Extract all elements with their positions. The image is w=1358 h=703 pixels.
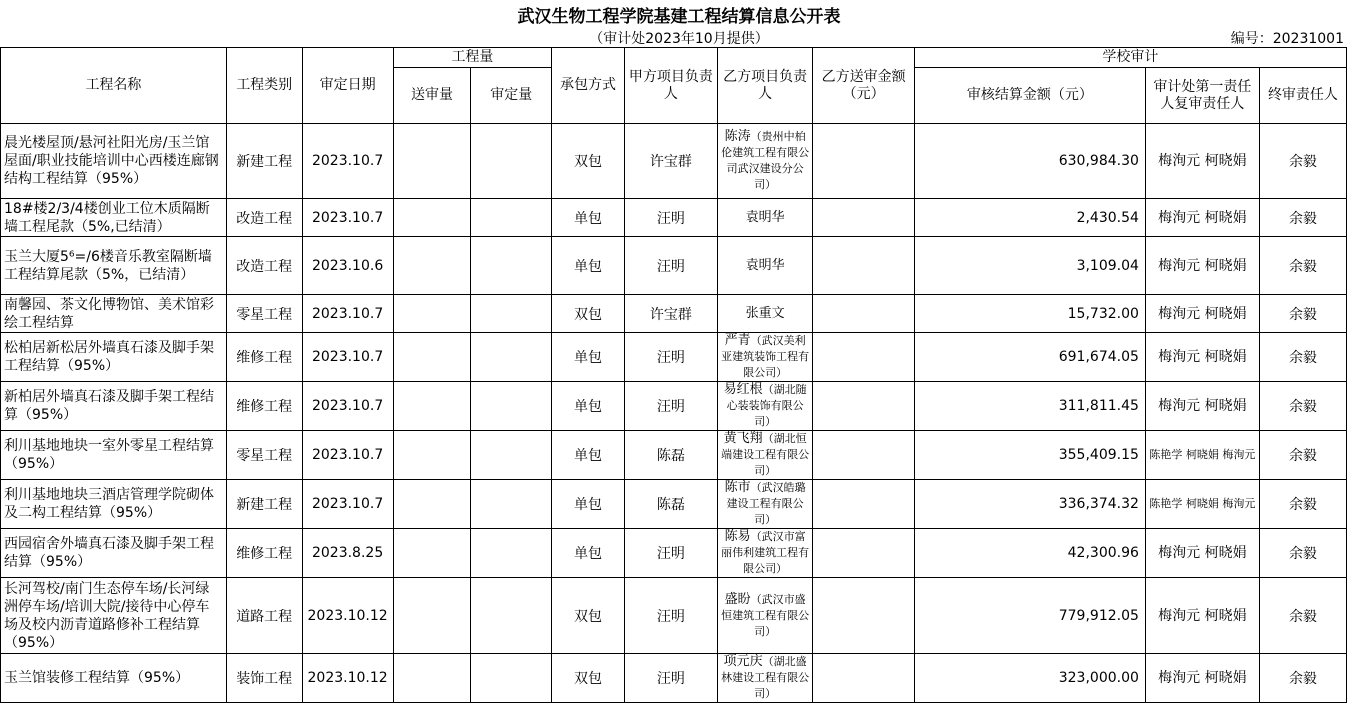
header-date: 审定日期 (302, 48, 393, 124)
cell-final-reviewer: 余毅 (1259, 654, 1346, 703)
cell-party-a: 汪明 (624, 578, 717, 654)
party-b-name: 陈易 (724, 529, 751, 544)
cell-final-reviewer: 余毅 (1259, 382, 1346, 431)
cell-contract: 单包 (552, 382, 625, 431)
settlement-table (0, 47, 1347, 703)
cell-qty-approved (471, 237, 552, 295)
header-audited-amount: 审核结算金额（元） (914, 68, 1145, 124)
cell-qty-sent (393, 382, 471, 431)
cell-project-name: 松柏居新松居外墙真石漆及脚手架工程结算（95%） (1, 333, 227, 382)
table-row (1, 578, 1347, 654)
cell-party-b (717, 237, 812, 295)
cell-final-reviewer: 余毅 (1259, 333, 1346, 382)
cell-contract: 单包 (552, 199, 625, 237)
cell-qty-sent (393, 654, 471, 703)
cell-project-name: 利川基地地块三酒店管理学院砌体及二构工程结算（95%） (1, 480, 227, 529)
cell-audited-amount: 3,109.04 (914, 237, 1145, 295)
cell-project-name: 玉兰馆装修工程结算（95%） (1, 654, 227, 703)
table-row (1, 480, 1347, 529)
cell-audited-amount: 311,811.45 (914, 382, 1145, 431)
cell-qty-sent (393, 124, 471, 199)
header-name: 工程名称 (1, 48, 227, 124)
cell-project-type: 维修工程 (226, 333, 302, 382)
cell-party-a: 汪明 (624, 529, 717, 578)
party-b-name: 黄飞翔 (723, 431, 763, 446)
cell-submitted-amount (813, 431, 915, 480)
cell-project-name: 长河驾校/南门生态停车场/长河绿洲停车场/培训大院/接待中心停车场及校内沥青道路修补工程结算（95%） (1, 578, 227, 654)
cell-party-b (717, 529, 812, 578)
cell-qty-approved (471, 480, 552, 529)
cell-party-a: 汪明 (624, 382, 717, 431)
header-qty-approved: 审定量 (471, 68, 552, 124)
cell-project-type: 维修工程 (226, 529, 302, 578)
party-b-name: 易红根 (723, 382, 763, 397)
cell-qty-approved (471, 199, 552, 237)
cell-approval-date: 2023.10.7 (302, 199, 393, 237)
cell-approval-date: 2023.10.12 (302, 578, 393, 654)
cell-contract: 单包 (552, 333, 625, 382)
cell-party-b (717, 431, 812, 480)
party-b-org: （武汉皓璐建设工程有限公司） (726, 481, 806, 526)
header-party-a: 甲方项目负责人 (624, 48, 717, 124)
cell-approval-date: 2023.8.25 (302, 529, 393, 578)
cell-audited-amount: 2,430.54 (914, 199, 1145, 237)
cell-qty-approved (471, 431, 552, 480)
header-qty-sent: 送审量 (393, 68, 471, 124)
cell-party-b (717, 124, 812, 199)
cell-project-type: 新建工程 (226, 124, 302, 199)
cell-qty-approved (471, 654, 552, 703)
cell-party-a: 许宝群 (624, 295, 717, 333)
party-b-name: 张重文 (745, 305, 785, 321)
cell-submitted-amount (813, 295, 915, 333)
serial-number: 编号：20231001 (1230, 31, 1344, 47)
cell-contract: 双包 (552, 295, 625, 333)
cell-final-reviewer: 余毅 (1259, 199, 1346, 237)
cell-contract: 双包 (552, 578, 625, 654)
cell-project-name: 18#楼2/3/4楼创业工位木质隔断墙工程尾款（5%,已结清） (1, 199, 227, 237)
cell-first-reviewer: 梅洵元 柯晓娟 (1145, 124, 1259, 199)
cell-project-type: 新建工程 (226, 480, 302, 529)
cell-project-type: 改造工程 (226, 199, 302, 237)
cell-qty-approved (471, 529, 552, 578)
cell-qty-sent (393, 295, 471, 333)
party-b-name: 陈市 (724, 480, 751, 495)
cell-first-reviewer: 梅洵元 柯晓娟 (1145, 654, 1259, 703)
cell-qty-approved (471, 295, 552, 333)
cell-final-reviewer: 余毅 (1259, 237, 1346, 295)
cell-first-reviewer: 梅洵元 柯晓娟 (1145, 199, 1259, 237)
header-audit-group: 学校审计 (914, 48, 1346, 68)
header-contract: 承包方式 (552, 48, 625, 124)
cell-contract: 双包 (552, 124, 625, 199)
cell-party-a: 汪明 (624, 654, 717, 703)
cell-project-type: 改造工程 (226, 237, 302, 295)
cell-project-name: 新柏居外墙真石漆及脚手架工程结算（95%） (1, 382, 227, 431)
cell-project-type: 零星工程 (226, 295, 302, 333)
cell-party-b (717, 480, 812, 529)
cell-submitted-amount (813, 382, 915, 431)
table-row (1, 382, 1347, 431)
cell-audited-amount: 15,732.00 (914, 295, 1145, 333)
cell-project-name: 南馨园、茶文化博物馆、美术馆彩绘工程结算 (1, 295, 227, 333)
cell-contract: 双包 (552, 654, 625, 703)
cell-qty-sent (393, 199, 471, 237)
cell-qty-approved (471, 124, 552, 199)
cell-audited-amount: 630,984.30 (914, 124, 1145, 199)
table-row (1, 124, 1347, 199)
cell-final-reviewer: 余毅 (1259, 295, 1346, 333)
cell-party-a: 陈磊 (624, 480, 717, 529)
table-row (1, 295, 1347, 333)
table-row (1, 333, 1347, 382)
cell-qty-sent (393, 333, 471, 382)
cell-audited-amount: 779,912.05 (914, 578, 1145, 654)
party-b-org: （武汉市盛恒建筑工程有限公司） (721, 592, 810, 638)
cell-approval-date: 2023.10.7 (302, 480, 393, 529)
cell-party-b (717, 199, 812, 237)
cell-approval-date: 2023.10.12 (302, 654, 393, 703)
cell-submitted-amount (813, 333, 915, 382)
cell-contract: 单包 (552, 431, 625, 480)
cell-submitted-amount (813, 124, 915, 199)
cell-party-b (717, 578, 812, 654)
party-b-org: （湖北盛林建设工程有限公司） (721, 655, 810, 700)
cell-project-type: 零星工程 (226, 431, 302, 480)
cell-submitted-amount (813, 199, 915, 237)
cell-qty-approved (471, 578, 552, 654)
cell-first-reviewer: 梅洵元 柯晓娟 (1145, 333, 1259, 382)
cell-audited-amount: 336,374.32 (914, 480, 1145, 529)
party-b-name: 袁明华 (745, 257, 785, 273)
cell-qty-sent (393, 431, 471, 480)
cell-qty-sent (393, 578, 471, 654)
cell-party-a: 汪明 (624, 333, 717, 382)
cell-contract: 单包 (552, 529, 625, 578)
cell-approval-date: 2023.10.7 (302, 382, 393, 431)
cell-first-reviewer: 陈艳学 柯晓娟 梅洵元 (1145, 431, 1259, 480)
cell-project-name: 西园宿舍外墙真石漆及脚手架工程结算（95%） (1, 529, 227, 578)
cell-audited-amount: 42,300.96 (914, 529, 1145, 578)
cell-first-reviewer: 梅洵元 柯晓娟 (1145, 578, 1259, 654)
cell-qty-sent (393, 237, 471, 295)
cell-qty-sent (393, 480, 471, 529)
cell-submitted-amount (813, 529, 915, 578)
party-b-org: （湖北随心装装饰有限公司） (726, 383, 807, 428)
cell-contract: 单包 (552, 480, 625, 529)
cell-first-reviewer: 梅洵元 柯晓娟 (1145, 295, 1259, 333)
cell-final-reviewer: 余毅 (1259, 578, 1346, 654)
cell-first-reviewer: 梅洵元 柯晓娟 (1145, 382, 1259, 431)
party-b-org: （武汉市富丽伟利建筑工程有限公司） (721, 530, 810, 575)
cell-submitted-amount (813, 654, 915, 703)
cell-approval-date: 2023.10.7 (302, 431, 393, 480)
page-title: 武汉生物工程学院基建工程结算信息公开表 (517, 7, 841, 27)
cell-qty-sent (393, 529, 471, 578)
cell-party-b (717, 333, 812, 382)
cell-project-type: 维修工程 (226, 382, 302, 431)
cell-approval-date: 2023.10.7 (302, 333, 393, 382)
cell-party-a: 陈磊 (624, 431, 717, 480)
party-b-name: 项元庆 (723, 654, 763, 669)
cell-project-name: 利川基地地块一室外零星工程结算（95%） (1, 431, 227, 480)
header-quantity-group: 工程量 (393, 48, 552, 68)
cell-first-reviewer: 梅洵元 柯晓娟 (1145, 237, 1259, 295)
cell-project-name: 晨光楼屋顶/悬河社阳光房/玉兰馆屋面/职业技能培训中心西楼连廊钢结构工程结算（95%） (1, 124, 227, 199)
cell-party-b (717, 654, 812, 703)
party-b-org: （贵州中柏伦建筑工程有限公司武汉建设分公司） (721, 130, 810, 191)
cell-submitted-amount (813, 480, 915, 529)
cell-final-reviewer: 余毅 (1259, 431, 1346, 480)
table-row (1, 654, 1347, 703)
cell-project-type: 道路工程 (226, 578, 302, 654)
cell-submitted-amount (813, 237, 915, 295)
cell-project-name: 玉兰大厦5⁶=/6楼音乐教室隔断墙工程结算尾款（5%，已结清） (1, 237, 227, 295)
party-b-name: 袁明华 (745, 209, 785, 225)
party-b-org: （湖北恒端建设工程有限公司） (721, 432, 810, 477)
cell-approval-date: 2023.10.7 (302, 124, 393, 199)
cell-audited-amount: 691,674.05 (914, 333, 1145, 382)
cell-contract: 单包 (552, 237, 625, 295)
cell-party-a: 许宝群 (624, 124, 717, 199)
table-row (1, 529, 1347, 578)
cell-final-reviewer: 余毅 (1259, 480, 1346, 529)
page-subtitle: （审计处2023年10月提供） (589, 31, 769, 47)
cell-first-reviewer: 梅洵元 柯晓娟 (1145, 529, 1259, 578)
cell-first-reviewer: 陈艳学 柯晓娟 梅洵元 (1145, 480, 1259, 529)
cell-submitted-amount (813, 578, 915, 654)
cell-party-a: 汪明 (624, 199, 717, 237)
cell-project-type: 装饰工程 (226, 654, 302, 703)
cell-approval-date: 2023.10.6 (302, 237, 393, 295)
table-row (1, 237, 1347, 295)
party-b-org: （武汉美利亚建筑装饰工程有限公司） (721, 334, 810, 379)
header-submitted-amount: 乙方送审金额（元） (813, 48, 915, 124)
cell-final-reviewer: 余毅 (1259, 529, 1346, 578)
cell-audited-amount: 323,000.00 (914, 654, 1145, 703)
table-row (1, 431, 1347, 480)
header-type: 工程类别 (226, 48, 302, 124)
cell-qty-approved (471, 333, 552, 382)
header-first-reviewer: 审计处第一责任人复审责任人 (1145, 68, 1259, 124)
cell-party-b (717, 295, 812, 333)
header-party-b: 乙方项目负责人 (717, 48, 812, 124)
table-row (1, 199, 1347, 237)
header-final-reviewer: 终审责任人 (1259, 68, 1346, 124)
party-b-name: 盛盼 (724, 591, 751, 607)
cell-approval-date: 2023.10.7 (302, 295, 393, 333)
cell-party-b (717, 382, 812, 431)
cell-audited-amount: 355,409.15 (914, 431, 1145, 480)
party-b-name: 陈涛 (724, 129, 751, 144)
party-b-name: 严青 (724, 333, 751, 348)
cell-party-a: 汪明 (624, 237, 717, 295)
cell-final-reviewer: 余毅 (1259, 124, 1346, 199)
cell-qty-approved (471, 382, 552, 431)
